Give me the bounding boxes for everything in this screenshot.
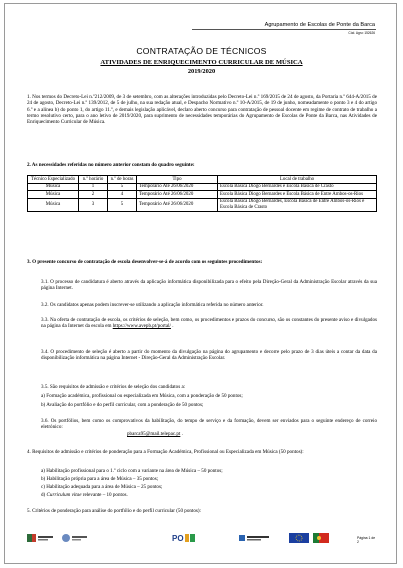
table-row <box>28 183 377 191</box>
paragraph-3-4: 3.4. O procedimento de seleção é aberto a partir do momento da divulgação na página do agrupamento e decorre pelo prazo de 3 dias úteis a contar da data da disponibilização informática na página Internet - Direção-Geral da Administração Escolar. <box>41 349 377 362</box>
paragraph-3-3 <box>41 317 377 330</box>
cell-tecnico: Música <box>28 198 79 211</box>
cell-horario: 2 <box>79 191 108 199</box>
paragraph-3-5: 3.5. São requisitos de admissão e critérios de seleção dos candidatos a: <box>41 384 186 390</box>
school-website-link[interactable]: https://www.avepb.pt/portal/ <box>112 323 171 330</box>
eu-flag-icon <box>289 532 309 544</box>
document-subtitle: ATIVIDADES DE ENRIQUECIMENTO CURRICULAR DE MÚSICA <box>100 59 303 66</box>
portugal-flag-icon <box>313 532 329 544</box>
svg-text:PO: PO <box>172 534 184 543</box>
education-logo-icon <box>61 532 87 544</box>
document-title: CONTRATAÇÃO DE TÉCNICOS <box>136 46 267 56</box>
paragraph-4-c: c) Habilitação adequada para a área de Música – 25 pontos; <box>41 484 163 490</box>
cell-horario: 3 <box>79 198 108 211</box>
cell-tipo: Temporário Até 26/06/2020 <box>137 191 218 199</box>
paragraph-3-6-end: . <box>180 430 183 437</box>
paragraph-1: 1. Nos termos do Decreto-Lei n.º212/2009, de 3 de setembro, com as alterações introduzidas pelo Decreto-Lei n.º 169/2015 de 24 de agosto, da Portaria n.º 644-A/2015 de 24 de agosto, Decreto-Lei n.º 139/2012, de 5 de julho, na sua redação atual, e Despacho Normativo n.º 10-A/2015, de 19 de junho, nomeadamente o ponto 3 e 4 do artigo 6.º e a alínea b) do ponto 1, do artigo 11.º, e demais legislação aplicável, declaro aberto concurso para contratação de pessoal docente em regime de contrato de trabalho a termo resolutivo certo, para o ano letivo de 2019/2020, para suprimento de necessidades temporárias do Agrupamento de Escolas de Ponte da Barca, nas Atividades de Enriquecimento Curricular de Música. <box>27 94 377 126</box>
header-rule <box>192 29 376 30</box>
cell-tipo: Temporário Até 26/06/2020 <box>137 183 218 191</box>
document-page <box>4 3 397 564</box>
footer-logos <box>27 532 377 546</box>
paragraph-4-d-em: Curriculum vitae <box>46 492 82 498</box>
col-header-horas: n.º de horas <box>108 176 137 184</box>
table-header-row <box>28 176 377 184</box>
poch-logo-icon <box>172 532 196 544</box>
paragraph-4-d <box>41 492 377 498</box>
cell-tecnico: Música <box>28 183 79 191</box>
header-organization: Agrupamento de Escolas de Ponte da Barca <box>264 22 375 28</box>
cell-horario: 1 <box>79 183 108 191</box>
cell-horas: 5 <box>108 183 137 191</box>
col-header-local: Local de trabalho <box>218 176 377 184</box>
col-header-tipo: Tipo <box>137 176 218 184</box>
paragraph-3-5-a: a) Formação académica, profissional ou especializada em Música, com a ponderação de 50 pontos; <box>41 393 243 399</box>
paragraph-4-d-suffix: relevante – 10 pontos. <box>81 492 128 498</box>
document-year: 2019/2020 <box>187 68 216 75</box>
cell-tipo: Temporário Até 26/06/2020 <box>137 198 218 211</box>
contact-email-link[interactable]: pbarca95@mail.telepac.pt <box>127 430 181 437</box>
cell-horas: 5 <box>108 198 137 211</box>
paragraph-3-6 <box>41 418 377 437</box>
paragraph-3-5-b: b) Avaliação do portfólio e do perfil curricular, com a ponderação de 50 pontos; <box>41 402 204 408</box>
col-header-horario: n.º horário <box>79 176 108 184</box>
paragraph-4-a: a) Habilitação profissional para o 1.º ciclo com a variante na área de Música – 50 pontos; <box>41 468 223 474</box>
paragraph-3-2: 3.2. Os candidatos apenas podem inscrever-se utilizando a aplicação informática referida no número anterior. <box>41 302 264 308</box>
paragraph-5: 5. Critérios de ponderação para análise do portfólio e do perfil curricular (50 pontos): <box>27 508 201 514</box>
cell-local: Escola Básica Diogo Bernardes e Escola Básica de Crasto <box>218 183 377 191</box>
paragraph-4-d-prefix: d) <box>41 492 47 498</box>
paragraph-3-3-end: . <box>170 323 174 330</box>
paragraph-3-1: 3.1. O processo de candidatura é aberto através da aplicação informática disponibilizada para o efeito pela Direção-Geral da Administração Escolar através da sua página Internet. <box>41 279 377 292</box>
republic-logo-icon <box>27 532 53 544</box>
paragraph-3-6-text: 3.6. Os portfólios, bem como os comprovativos da habilitação, do tempo de serviço e da formação, devem ser enviados para o seguinte endereço de correio eletrónico: <box>41 418 377 431</box>
page-number: Página 1 de 2 <box>357 536 376 544</box>
cell-local: Escola Básica Diogo Bernardes e Escola Básica de Entre Ambos-os-Rios <box>218 191 377 199</box>
cell-horas: 4 <box>108 191 137 199</box>
cell-tecnico: Música <box>28 191 79 199</box>
paragraph-2: 2. As necessidades referidas no número anterior constam do quadro seguinte: <box>27 162 195 168</box>
cell-local: Escola Básica Diogo Bernardes, Escola Básica de Entre Ambos-os-Rios e Escola Básica de Crasto <box>218 198 377 211</box>
header-code: Cód. Agru: 152626 <box>348 31 375 35</box>
paragraph-3-3-text: 3.3. Na oferta de contratação de escola, os critérios de seleção, bem como, os procedimentos e prazos do concurso, são os constantes do presente aviso e divulgados na página da Internet da escola em <box>41 317 377 330</box>
portugal2020-logo-icon <box>239 532 269 544</box>
col-header-tecnico: Técnico Especializado <box>28 176 79 184</box>
table-row <box>28 191 377 199</box>
needs-table <box>27 175 377 212</box>
paragraph-4: 4. Requisitos de admissão e critérios de ponderação para a Formação Académica, Profissional ou Especializada em Música (50 pontos): <box>27 449 304 455</box>
table-row <box>28 198 377 211</box>
paragraph-3: 3. O presente concurso de contratação de escola desenvolver-se-á de acordo com os seguintes procedimentos: <box>27 259 263 265</box>
paragraph-4-b: b) Habilitação própria para a área de Música – 35 pontos; <box>41 476 159 482</box>
